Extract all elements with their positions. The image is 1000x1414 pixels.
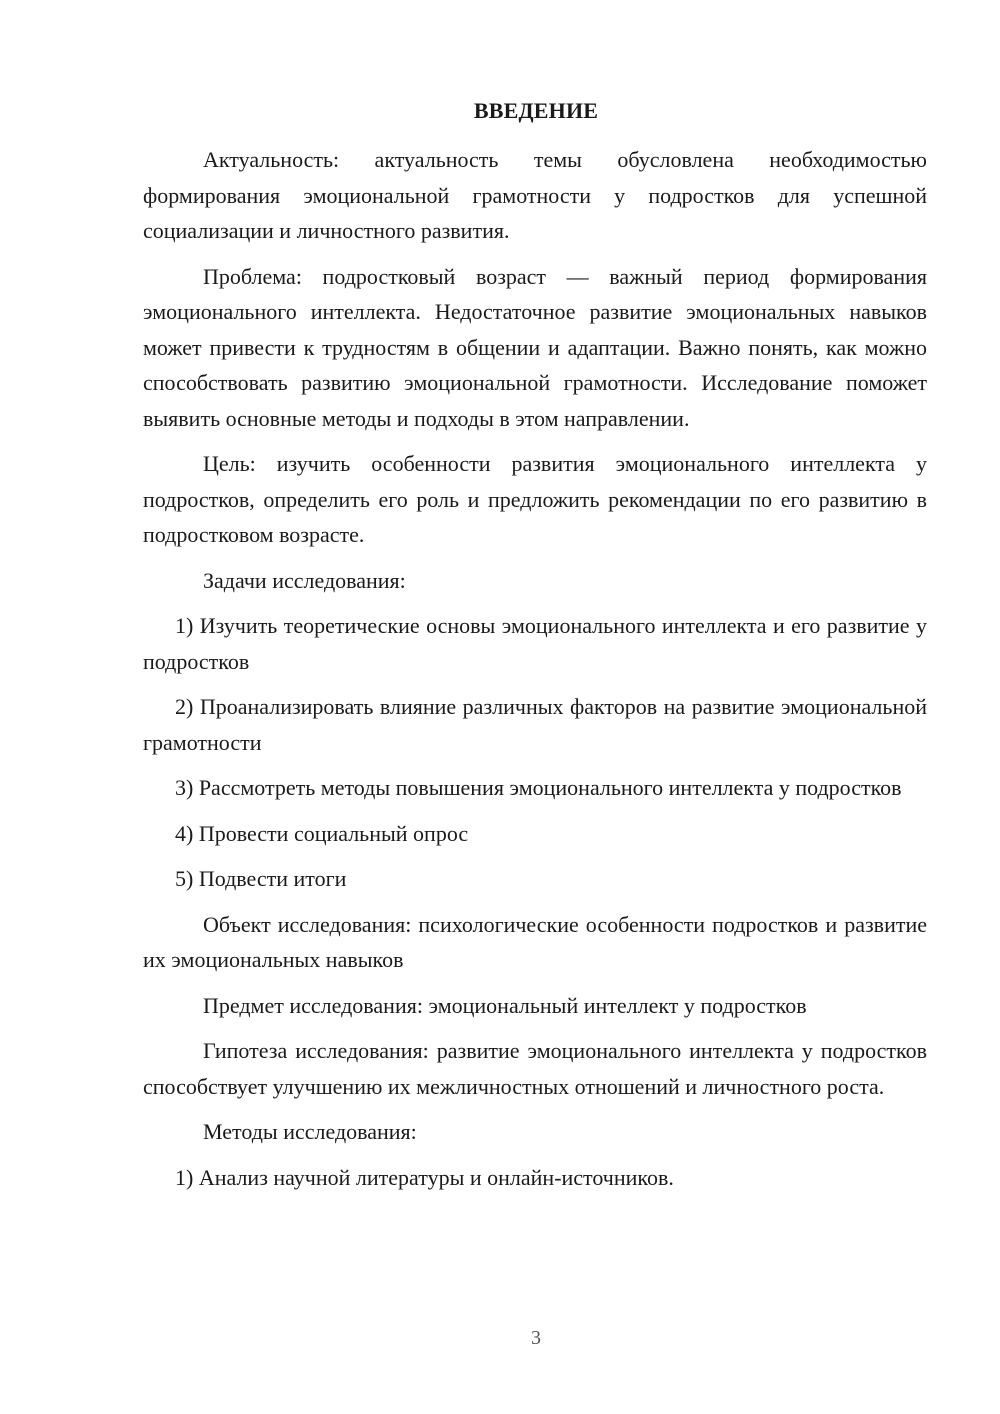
paragraph-problem: Проблема: подростковый возраст — важный период формирования эмоционального интеллекта. Недостаточное развитие эмоциональных навыков может привести к трудностям в общении и адаптации. Важно понять, как можно способствовать развитию эмоциональной грамотности. Исследование поможет выявить основные методы и подходы в этом направлении. xyxy=(143,263,927,431)
paragraph-relevance: Актуальность: актуальность темы обусловлена необходимостью формирования эмоциональной грамотности у подростков для успешной социализации и личностного развития. xyxy=(143,147,927,243)
page-number: 3 xyxy=(531,1327,541,1349)
paragraph-tasks-heading: Задачи исследования: xyxy=(203,567,406,593)
task-item-1: 1) Изучить теоретические основы эмоционального интеллекта и его развитие у подростков xyxy=(143,613,927,674)
paragraph-goal: Цель: изучить особенности развития эмоционального интеллекта у подростков, определить его роль и предложить рекомендации по его развитию в подростковом возрасте. xyxy=(143,451,927,547)
method-item-1: 1) Анализ научной литературы и онлайн-источников. xyxy=(175,1164,674,1190)
document-body xyxy=(143,142,927,1205)
task-item-5: 5) Подвести итоги xyxy=(175,866,347,891)
task-item-2: 2) Проанализировать влияние различных факторов на развитие эмоциональной грамотности xyxy=(143,694,927,755)
paragraph-object: Объект исследования: психологические особенности подростков и развитие их эмоциональных навыков xyxy=(143,911,927,972)
task-item-3: 3) Рассмотреть методы повышения эмоционального интеллекта у подростков xyxy=(175,775,902,800)
paragraph-hypothesis: Гипотеза исследования: развитие эмоционального интеллекта у подростков способствует улучшению их межличностных отношений и личностного роста. xyxy=(143,1038,927,1099)
paragraph-subject: Предмет исследования: эмоциональный интеллект у подростков xyxy=(203,992,807,1018)
section-heading: ВВЕДЕНИЕ xyxy=(473,98,599,123)
task-item-4: 4) Провести социальный опрос xyxy=(175,820,469,846)
paragraph-methods-heading: Методы исследования: xyxy=(203,1119,417,1144)
